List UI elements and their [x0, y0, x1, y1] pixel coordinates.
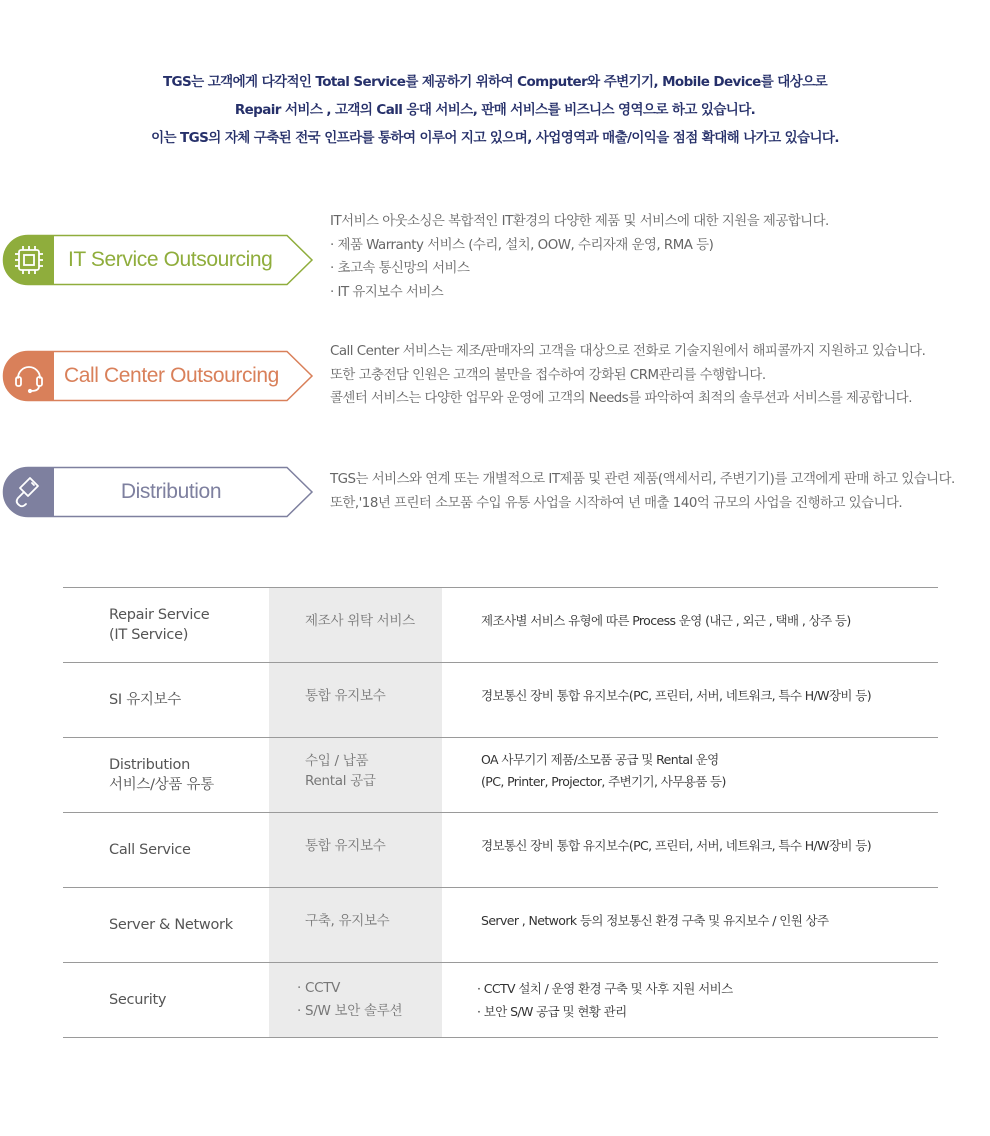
cell-text: · 보안 S/W 공급 및 현황 관리 — [477, 1004, 627, 1019]
row-type — [305, 734, 376, 808]
table-row — [63, 738, 938, 813]
cell-text: 제조사 위탁 서비스 — [305, 613, 415, 629]
service-label: Call Center Outsourcing — [64, 364, 279, 387]
cell-text: 서비스/상품 유통 — [109, 777, 214, 793]
cell-text: (IT Service) — [109, 627, 189, 643]
row-name — [109, 963, 166, 1037]
cell-text: · CCTV 설치 / 운영 환경 구축 및 사후 지원 서비스 — [477, 981, 733, 996]
cell-text: (PC, Printer, Projector, 주변기기, 사무용품 등) — [481, 774, 726, 789]
row-type — [305, 884, 389, 958]
description-line: · IT 유지보수 서비스 — [330, 284, 444, 300]
cell-text: 수입 / 납품 — [305, 753, 369, 769]
description-line: · 제품 Warranty 서비스 (수리, 설치, OOW, 수리자재 운영, RMA 등) — [330, 237, 714, 253]
table-row — [63, 888, 938, 963]
cell-text: · CCTV — [297, 980, 341, 996]
intro-line: 이는 TGS의 자체 구축된 전국 인프라를 통하여 이루어 지고 있으며, 사업영역과 매출/이익을 점점 확대해 나가고 있습니다. — [151, 130, 839, 146]
row-detail — [481, 884, 829, 958]
table-row — [63, 813, 938, 888]
row-type — [305, 809, 385, 883]
row-name — [109, 888, 233, 962]
service-description — [330, 468, 955, 515]
service-call-center — [0, 344, 990, 470]
cell-text: Distribution — [109, 757, 190, 773]
cell-text: SI 유지보수 — [109, 692, 182, 708]
service-description — [330, 210, 829, 304]
row-detail — [481, 584, 851, 658]
row-type — [305, 659, 385, 733]
description-line: Call Center 서비스는 제조/판매자의 고객을 대상으로 전화로 기술지원에서 해피콜까지 지원하고 있습니다. — [330, 344, 926, 359]
cell-text: 경보통신 장비 통합 유지보수(PC, 프린터, 서버, 네트워크, 특수 H/W장비 등) — [481, 688, 871, 703]
cell-text: OA 사무기기 제품/소모품 공급 및 Rental 운영 — [481, 752, 719, 767]
service-label: Distribution — [120, 480, 222, 503]
cell-text: Call Service — [109, 842, 191, 858]
cell-text: 구축, 유지보수 — [305, 913, 390, 929]
cell-text: Security — [109, 992, 167, 1008]
cell-text: 통합 유지보수 — [305, 838, 386, 854]
service-label: IT Service Outsourcing — [68, 248, 273, 271]
table-row — [63, 963, 938, 1038]
description-line: 또한,'18년 프린터 소모품 수입 유통 사업을 시작하여 년 매출 140억 규모의 사업을 진행하고 있습니다. — [330, 495, 903, 511]
row-detail — [481, 659, 871, 733]
cell-text: Rental 공급 — [305, 773, 376, 789]
service-badge — [0, 466, 316, 522]
description-line: IT서비스 아웃소싱은 복합적인 IT환경의 다양한 제품 및 서비스에 대한 지원을 제공합니다. — [330, 214, 829, 229]
cell-text: 경보통신 장비 통합 유지보수(PC, 프린터, 서버, 네트워크, 특수 H/W장비 등) — [481, 838, 871, 853]
service-description — [330, 340, 925, 411]
description-line: 콜센터 서비스는 다양한 업무와 운영에 고객의 Needs를 파악하여 최적의 솔루션과 서비스를 제공합니다. — [330, 391, 912, 406]
description-line: TGS는 서비스와 연계 또는 개별적으로 IT제품 및 관련 제품(액세서리, 주변기기)를 고객에게 판매 하고 있습니다. — [330, 472, 955, 487]
cell-text: Repair Service — [109, 607, 210, 623]
intro-line: Repair 서비스 , 고객의 Call 응대 서비스, 판매 서비스를 비즈니스 영역으로 하고 있습니다. — [234, 102, 756, 118]
row-type — [297, 963, 402, 1037]
row-detail — [477, 963, 733, 1037]
business-table — [63, 587, 938, 1038]
row-detail — [481, 809, 871, 883]
row-name — [109, 663, 181, 737]
description-line: · 초고속 통신망의 서비스 — [330, 261, 470, 276]
row-detail — [481, 734, 726, 808]
service-badge — [0, 350, 316, 406]
service-it-outsourcing — [0, 214, 990, 354]
row-name — [109, 588, 209, 662]
row-name — [109, 813, 191, 887]
intro-line: TGS는 고객에게 다각적인 Total Service를 제공하기 위하여 Computer와 주변기기, Mobile Device를 대상으로 — [162, 74, 828, 90]
table-row — [63, 663, 938, 738]
cell-text: · S/W 보안 솔루션 — [297, 1003, 403, 1019]
cell-text: Server , Network 등의 정보통신 환경 구축 및 유지보수 / 인원 상주 — [481, 913, 829, 928]
intro-text — [0, 68, 990, 152]
cell-text: 통합 유지보수 — [305, 688, 386, 704]
service-distribution — [0, 466, 990, 586]
table-row — [63, 588, 938, 663]
cell-text: Server & Network — [109, 917, 233, 933]
description-line: 또한 고충전담 인원은 고객의 불만을 접수하여 강화된 CRM관리를 수행합니다. — [330, 367, 766, 383]
row-name — [109, 738, 214, 812]
row-type — [305, 584, 415, 658]
cell-text: 제조사별 서비스 유형에 따른 Process 운영 (내근 , 외근 , 택배 , 상주 등) — [481, 613, 851, 628]
service-badge — [0, 234, 316, 290]
